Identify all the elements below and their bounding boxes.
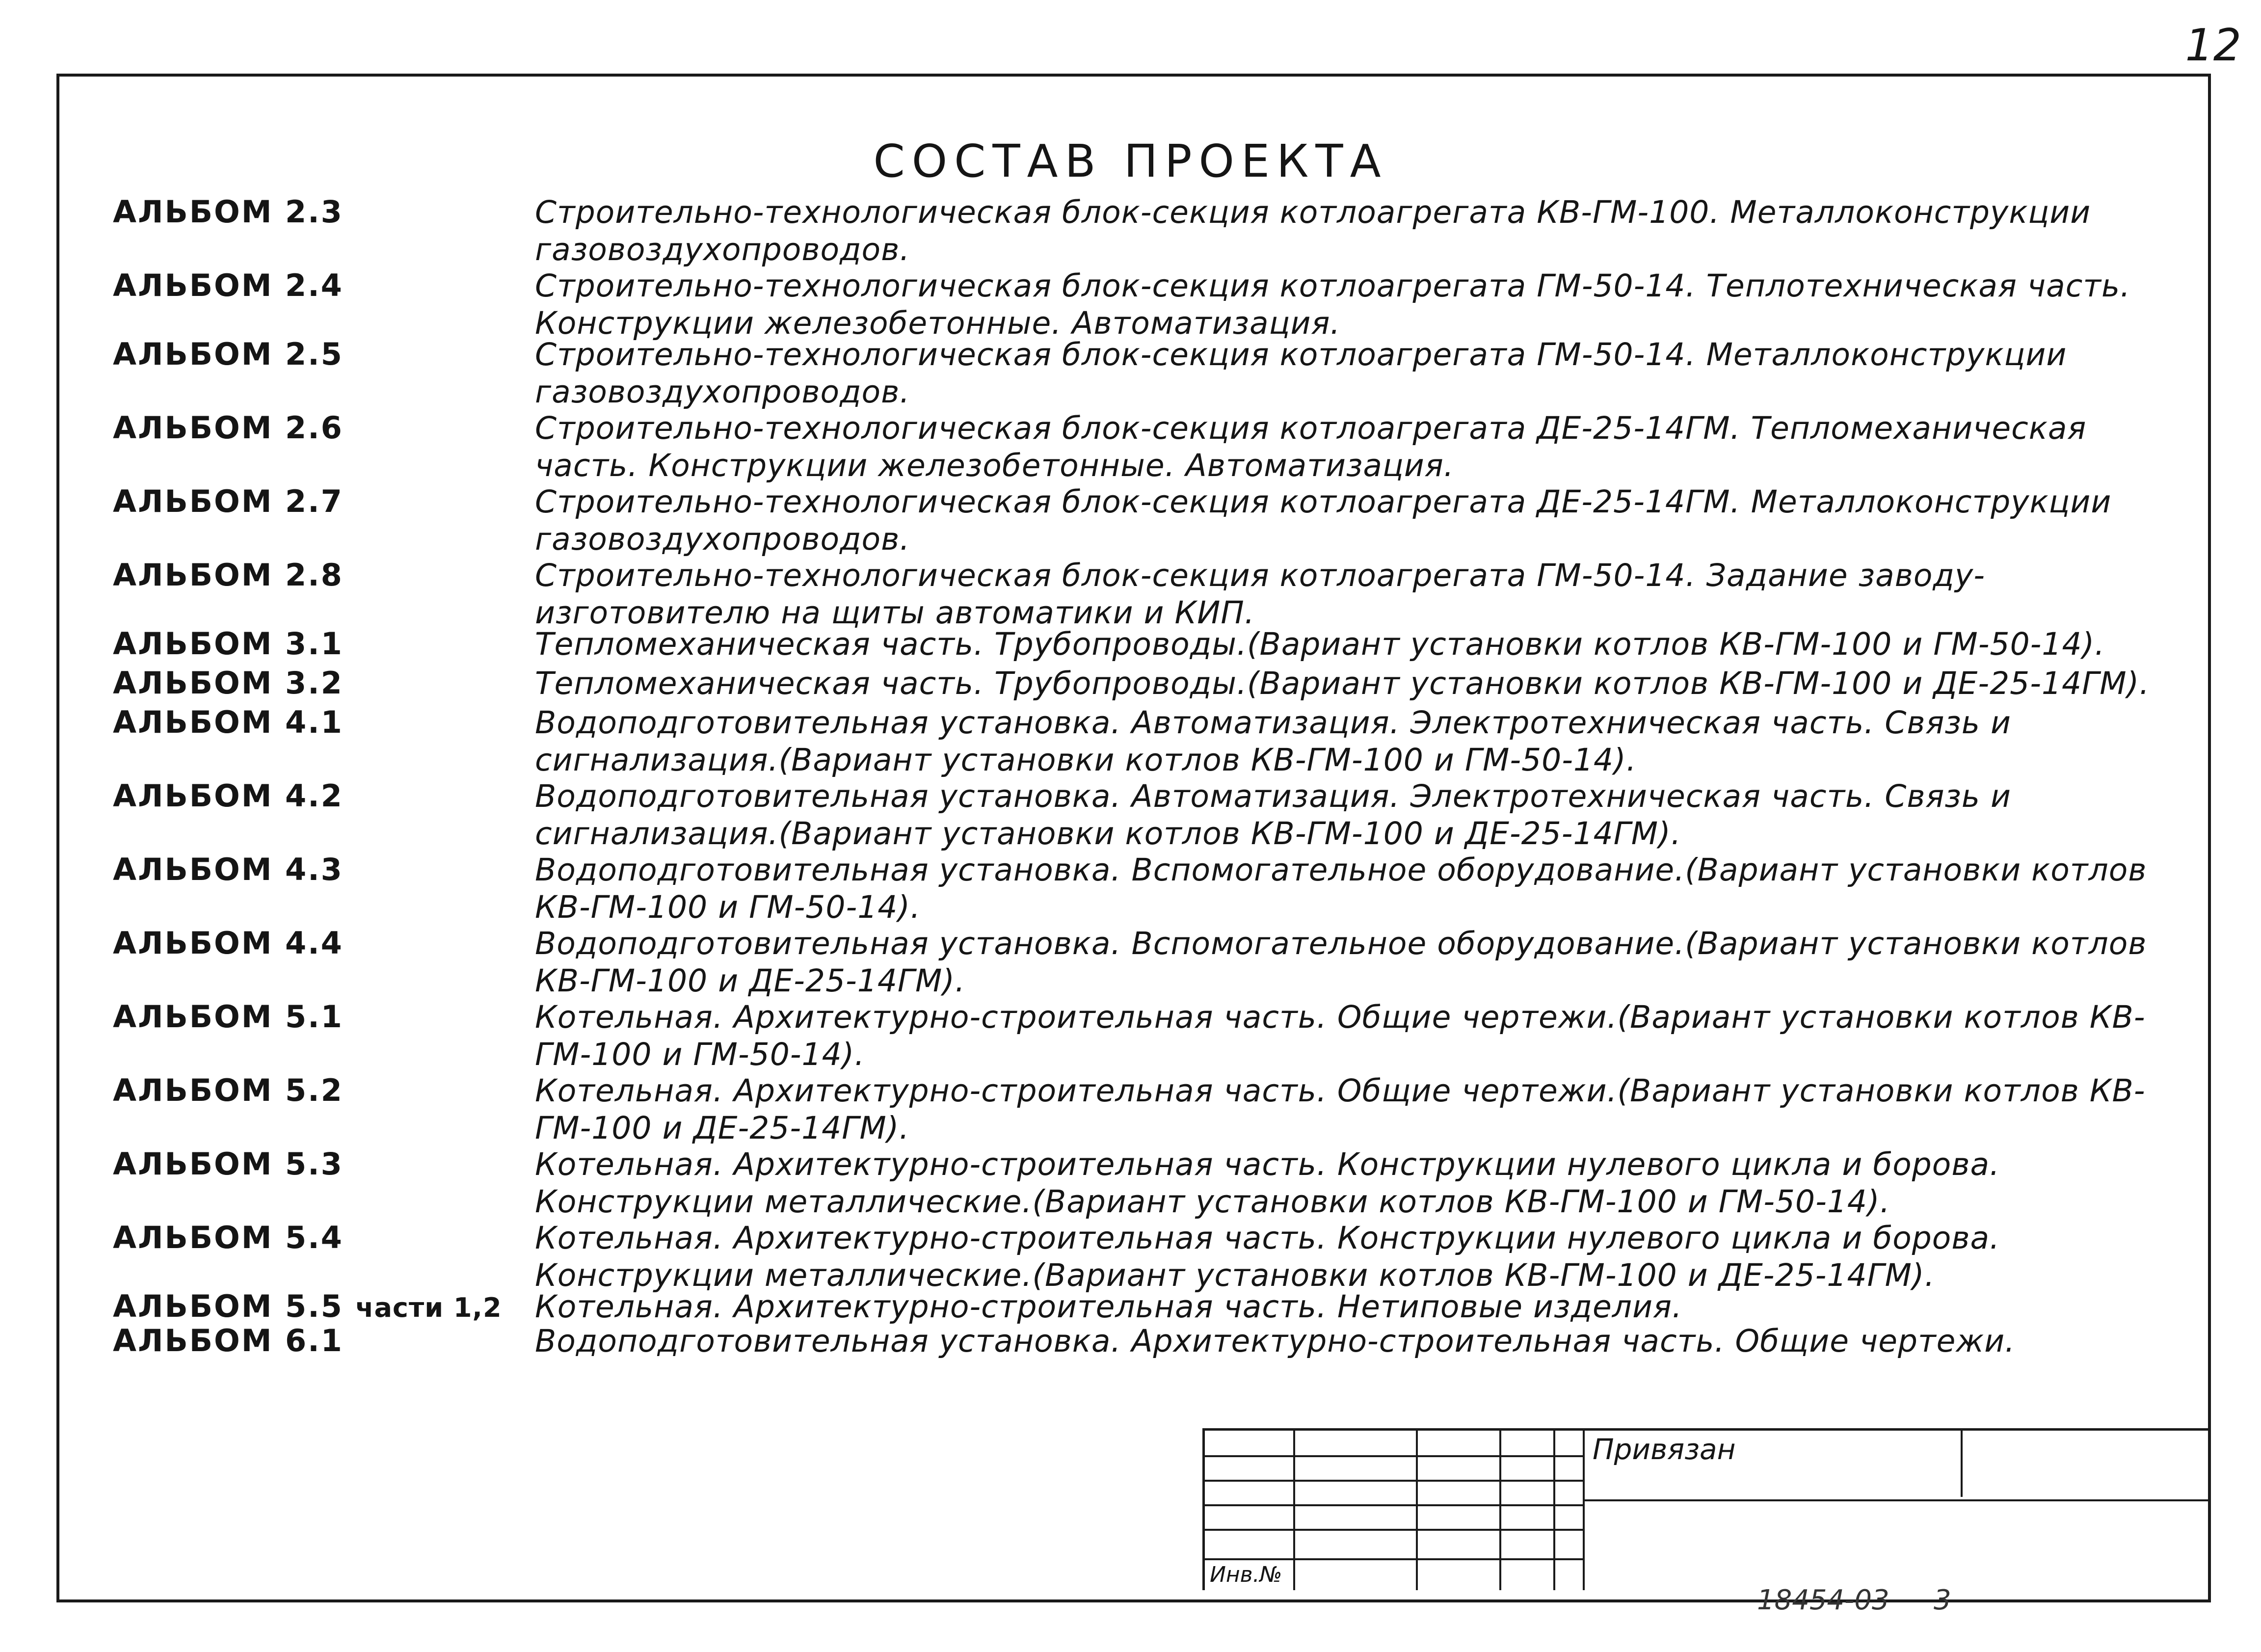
album-entry	[113, 778, 2189, 853]
album-label	[113, 483, 344, 519]
album-entry	[113, 999, 2189, 1073]
album-label	[113, 704, 344, 740]
album-label	[113, 410, 344, 446]
album-entry	[113, 626, 2189, 663]
document-title: СОСТАВ ПРОЕКТА	[873, 135, 1388, 187]
album-description: Котельная. Архитектурно-строительная часть. Конструкции нулевого цикла и борова. Конструкции металлические.(Вариант установки котлов КВ-ГМ-100 и ДЕ-25-14ГМ).	[535, 1220, 2000, 1293]
album-description: Котельная. Архитектурно-строительная часть. Общие чертежи.(Вариант установки котлов КВ-ГМ-100 и ГМ-50-14).	[535, 999, 2146, 1072]
album-number: АЛЬБОМ 5.4	[113, 1220, 344, 1255]
album-description: Тепломеханическая часть. Трубопроводы.(Вариант установки котлов КВ-ГМ-100 и ГМ-50-14).	[535, 626, 2105, 662]
album-label	[113, 925, 344, 961]
album-label	[113, 626, 344, 662]
album-number: АЛЬБОМ 3.2	[113, 665, 344, 701]
album-label	[113, 778, 344, 814]
album-description: Строительно-технологическая блок-секция котлоагрегата ДЕ-25-14ГМ. Металлоконструкции газовоздухопроводов.	[535, 484, 2112, 557]
title-block-stamp	[1202, 1428, 2208, 1590]
album-parts: части 1,2	[355, 1292, 502, 1323]
album-description: Строительно-технологическая блок-секция котлоагрегата ДЕ-25-14ГМ. Тепломеханическая часть. Конструкции железобетонные. Автоматизация.	[535, 410, 2087, 483]
album-number: АЛЬБОМ 5.5	[113, 1288, 344, 1324]
album-number: АЛЬБОМ 2.3	[113, 194, 344, 230]
album-description: Строительно-технологическая блок-секция котлоагрегата КВ-ГМ-100. Металлоконструкции газовоздухопроводов.	[535, 194, 2091, 267]
album-label	[113, 557, 344, 593]
inventory-number-label: Инв.№	[1210, 1562, 1282, 1587]
album-entry	[113, 557, 2189, 632]
album-number: АЛЬБОМ 2.7	[113, 483, 344, 519]
album-description: Котельная. Архитектурно-строительная часть. Нетиповые изделия.	[535, 1289, 1682, 1325]
album-label	[113, 1146, 344, 1182]
album-description: Строительно-технологическая блок-секция котлоагрегата ГМ-50-14. Металлоконструкции газовоздухопроводов.	[535, 337, 2067, 410]
album-label	[113, 267, 344, 303]
album-number: АЛЬБОМ 4.4	[113, 925, 344, 961]
album-number: АЛЬБОМ 2.6	[113, 410, 344, 446]
sheet-number: 3	[1934, 1584, 1951, 1616]
album-description: Тепломеханическая часть. Трубопроводы.(Вариант установки котлов КВ-ГМ-100 и ДЕ-25-14ГМ).	[535, 666, 2150, 701]
album-entry	[113, 336, 2189, 411]
album-description: Водоподготовительная установка. Архитектурно-строительная часть. Общие чертежи.	[535, 1323, 2016, 1359]
album-entry	[113, 483, 2189, 558]
album-number: АЛЬБОМ 4.3	[113, 852, 344, 887]
album-number: АЛЬБОМ 5.1	[113, 999, 344, 1035]
album-label	[113, 1220, 344, 1255]
drawing-code: 18454-03	[1757, 1584, 1889, 1616]
album-number: АЛЬБОМ 4.1	[113, 704, 344, 740]
album-description: Водоподготовительная установка. Автоматизация. Электротехническая часть. Связь и сигнализация.(Вариант установки котлов КВ-ГМ-100 и ДЕ-25-14ГМ).	[535, 778, 2011, 852]
album-number: АЛЬБОМ 6.1	[113, 1323, 344, 1359]
album-entry	[113, 665, 2189, 702]
album-entry	[113, 1072, 2189, 1147]
album-description: Водоподготовительная установка. Автоматизация. Электротехническая часть. Связь и сигнализация.(Вариант установки котлов КВ-ГМ-100 и ГМ-50-14).	[535, 705, 2011, 778]
album-entry	[113, 1146, 2189, 1221]
album-label	[113, 1288, 502, 1324]
album-label	[113, 852, 344, 887]
album-description: Строительно-технологическая блок-секция котлоагрегата ГМ-50-14. Теплотехническая часть. Конструкции железобетонные. Автоматизация.	[535, 268, 2131, 341]
album-entry	[113, 194, 2189, 268]
album-entry	[113, 267, 2189, 342]
album-description: Водоподготовительная установка. Вспомогательное оборудование.(Вариант установки котлов КВ-ГМ-100 и ДЕ-25-14ГМ).	[535, 926, 2147, 999]
album-description: Водоподготовительная установка. Вспомогательное оборудование.(Вариант установки котлов КВ-ГМ-100 и ГМ-50-14).	[535, 852, 2147, 925]
album-number: АЛЬБОМ 2.8	[113, 557, 344, 593]
album-label	[113, 999, 344, 1035]
album-entry	[113, 852, 2189, 926]
album-entry	[113, 1323, 2189, 1360]
album-label	[113, 194, 344, 230]
album-number: АЛЬБОМ 3.1	[113, 626, 344, 662]
album-number: АЛЬБОМ 4.2	[113, 778, 344, 814]
album-label	[113, 1072, 344, 1108]
album-entry	[113, 925, 2189, 1000]
album-number: АЛЬБОМ 5.2	[113, 1072, 344, 1108]
album-description: Строительно-технологическая блок-секция котлоагрегата ГМ-50-14. Задание заводу-изготовителю на щиты автоматики и КИП.	[535, 558, 1986, 631]
album-description: Котельная. Архитектурно-строительная часть. Общие чертежи.(Вариант установки котлов КВ-ГМ-100 и ДЕ-25-14ГМ).	[535, 1073, 2146, 1146]
bound-label: Привязан	[1593, 1433, 1736, 1466]
album-number: АЛЬБОМ 2.5	[113, 336, 344, 372]
album-entry	[113, 1220, 2189, 1294]
album-number: АЛЬБОМ 2.4	[113, 267, 344, 303]
album-entry	[113, 1288, 2189, 1326]
album-entry	[113, 704, 2189, 779]
corner-sheet-mark: 12	[2185, 20, 2241, 71]
album-label	[113, 665, 344, 701]
album-description: Котельная. Архитектурно-строительная часть. Конструкции нулевого цикла и борова. Конструкции металлические.(Вариант установки котлов КВ-ГМ-100 и ГМ-50-14).	[535, 1146, 2000, 1220]
album-label	[113, 336, 344, 372]
album-entry	[113, 410, 2189, 484]
album-number: АЛЬБОМ 5.3	[113, 1146, 344, 1182]
album-label	[113, 1323, 344, 1359]
